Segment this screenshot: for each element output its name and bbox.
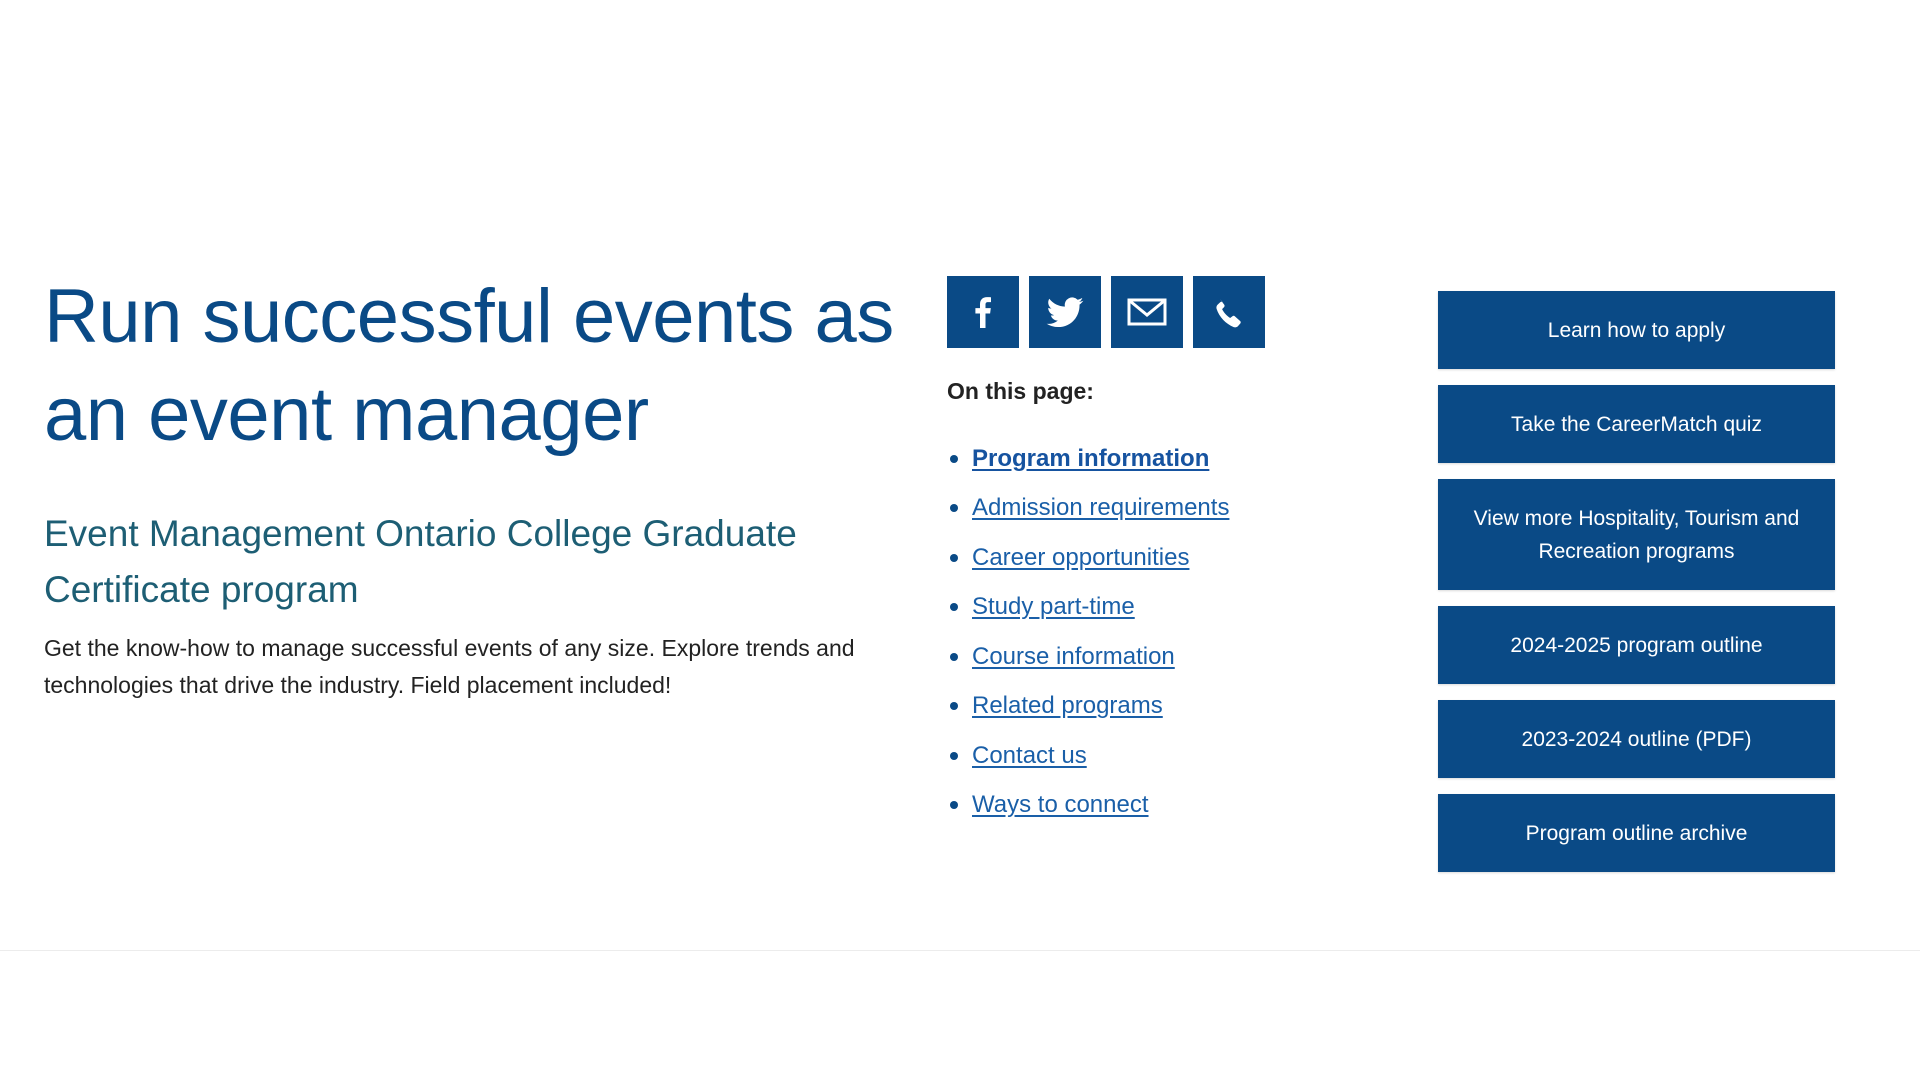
phone-icon bbox=[1211, 292, 1247, 332]
program-outline-2024-2025-button[interactable]: 2024-2025 program outline bbox=[1438, 606, 1835, 684]
bullet bbox=[950, 504, 958, 512]
toc-link-ways-to-connect[interactable]: Ways to connect bbox=[972, 791, 1149, 819]
bullet bbox=[950, 752, 958, 760]
list-item bbox=[950, 484, 1229, 534]
list-item bbox=[950, 682, 1229, 732]
toc-heading: On this page: bbox=[947, 378, 1094, 404]
page-title: Run successful events as an event manager bbox=[44, 274, 894, 457]
toc-link-study-part-time[interactable]: Study part-time bbox=[972, 593, 1135, 621]
toc-link-contact-us[interactable]: Contact us bbox=[972, 741, 1087, 769]
email-icon bbox=[1127, 297, 1167, 327]
program-subtitle: Event Management Ontario College Graduate Certificate program bbox=[44, 513, 797, 610]
learn-how-to-apply-button[interactable]: Learn how to apply bbox=[1438, 291, 1835, 369]
bullet bbox=[950, 653, 958, 661]
hero-section bbox=[44, 268, 894, 704]
divider bbox=[0, 950, 1920, 951]
toc-list bbox=[950, 434, 1229, 830]
list-item bbox=[950, 583, 1229, 633]
bullet bbox=[950, 554, 958, 562]
bullet bbox=[950, 702, 958, 710]
list-item bbox=[950, 632, 1229, 682]
action-buttons bbox=[1438, 291, 1835, 888]
share-bar bbox=[947, 276, 1265, 348]
toc-link-course-information[interactable]: Course information bbox=[972, 642, 1175, 670]
program-description: Get the know-how to manage successful events of any size. Explore trends and technologies that drive the industry. Field placement included! bbox=[44, 635, 855, 698]
phone-share-button[interactable] bbox=[1193, 276, 1265, 348]
twitter-share-button[interactable] bbox=[1029, 276, 1101, 348]
facebook-share-button[interactable] bbox=[947, 276, 1019, 348]
list-item bbox=[950, 781, 1229, 831]
toc-link-program-information[interactable]: Program information bbox=[972, 444, 1210, 472]
toc-link-career-opportunities[interactable]: Career opportunities bbox=[972, 543, 1190, 571]
twitter-icon bbox=[1044, 291, 1086, 333]
facebook-icon bbox=[963, 292, 1003, 332]
list-item bbox=[950, 731, 1229, 781]
list-item bbox=[950, 533, 1229, 583]
bullet bbox=[950, 801, 958, 809]
list-item bbox=[950, 434, 1229, 484]
outline-2023-2024-pdf-button[interactable]: 2023-2024 outline (PDF) bbox=[1438, 700, 1835, 778]
program-outline-archive-button[interactable]: Program outline archive bbox=[1438, 794, 1835, 872]
bullet bbox=[950, 603, 958, 611]
careermatch-quiz-button[interactable]: Take the CareerMatch quiz bbox=[1438, 385, 1835, 463]
view-more-programs-button[interactable]: View more Hospitality, Tourism and Recreation programs bbox=[1438, 479, 1835, 590]
toc-link-admission-requirements[interactable]: Admission requirements bbox=[972, 494, 1230, 522]
email-share-button[interactable] bbox=[1111, 276, 1183, 348]
toc-link-related-programs[interactable]: Related programs bbox=[972, 692, 1163, 720]
bullet bbox=[950, 455, 958, 463]
